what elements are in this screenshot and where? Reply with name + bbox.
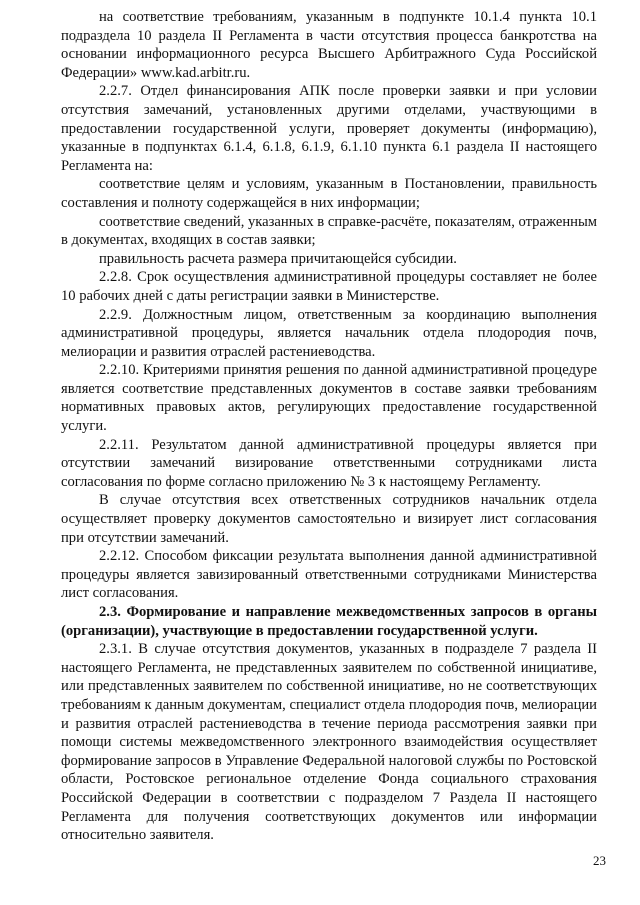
- section-heading-2-3: 2.3. Формирование и направление межведомственных запросов в органы (организации), участвующие в предоставлении государственной услуги.: [61, 604, 597, 639]
- list-item-conformity-goals: соответствие целям и условиям, указанным в Постановлении, правильность составления и полноту содержащейся в них информации;: [61, 176, 597, 211]
- paragraph-2-2-8: 2.2.8. Срок осуществления административной процедуры составляет не более 10 рабочих дней с даты регистрации заявки в Министерстве.: [61, 269, 597, 304]
- list-item-conformity-data: соответствие сведений, указанных в справке-расчёте, показателям, отраженным в документах, входящих в состав заявки;: [61, 213, 597, 249]
- paragraph-2-2-11: 2.2.11. Результатом данной административной процедуры является при отсутствии замечаний визирование ответственными сотрудниками листа согласования по форме согласно приложению № 3 к настоящему Регламенту.: [61, 436, 597, 490]
- paragraph-absent-staff: В случае отсутствия всех ответственных сотрудников начальник отдела осуществляет проверку документов самостоятельно и визирует лист согласования при отсутствии замечаний.: [61, 492, 597, 546]
- paragraph-2-2-12: 2.2.12. Способом фиксации результата выполнения данной административной процедуры является завизированный ответственными сотрудниками Министерства лист согласования.: [61, 548, 597, 602]
- document-page: [61, 8, 597, 845]
- paragraph-2-2-10: 2.2.10. Критериями принятия решения по данной административной процедуре является соответствие представленных документов в составе заявки требованиям нормативных правовых актов, регулирующих предоставление государственной услуги.: [61, 362, 597, 435]
- paragraph-continuation: на соответствие требованиям, указанным в подпункте 10.1.4 пункта 10.1 подраздела 10 раздела II Регламента в части отсутствия процесса банкротства на основании информационного ресурса Высшего Арбитражного Суда Российской Федерации» www.kad.arbitr.ru.: [61, 9, 597, 81]
- list-item-calculation: правильность расчета размера причитающейся субсидии.: [99, 250, 457, 267]
- paragraph-2-3-1: 2.3.1. В случае отсутствия документов, указанных в подразделе 7 раздела II настоящего Регламента, не представленных заявителем по собственной инициативе, или представленных заявителем по собственной инициативе, но не соответствующих требованиям к данным документам, специалист отдела плодородия почв, мелиорации и развития отраслей растениеводства в течение периода рассмотрения заявки при помощи системы межведомственного электронного взаимодействия осуществляет формирование запросов в Управление Федеральной налоговой службы по Ростовской области, Ростовское региональное отделение Фонда социального страхования Российской Федерации в соответствии с подразделом 7 Раздела II настоящего Регламента для получения соответствующих документов или информации относительно заявителя.: [61, 641, 597, 844]
- paragraph-2-2-9: 2.2.9. Должностным лицом, ответственным за координацию выполнения административной процедуры, является начальник отдела плодородия почв, мелиорации и развития отраслей растениеводства.: [61, 306, 597, 360]
- paragraph-2-2-7: 2.2.7. Отдел финансирования АПК после проверки заявки и при условии отсутствия замечаний, установленных другими отделами, участвующими в предоставлении государственной услуги, проверяет документы (информацию), указанные в подпунктах 6.1.4, 6.1.8, 6.1.9, 6.1.10 пункта 6.1 раздела II настоящего Регламента на:: [61, 83, 597, 174]
- page-number: 23: [593, 853, 606, 868]
